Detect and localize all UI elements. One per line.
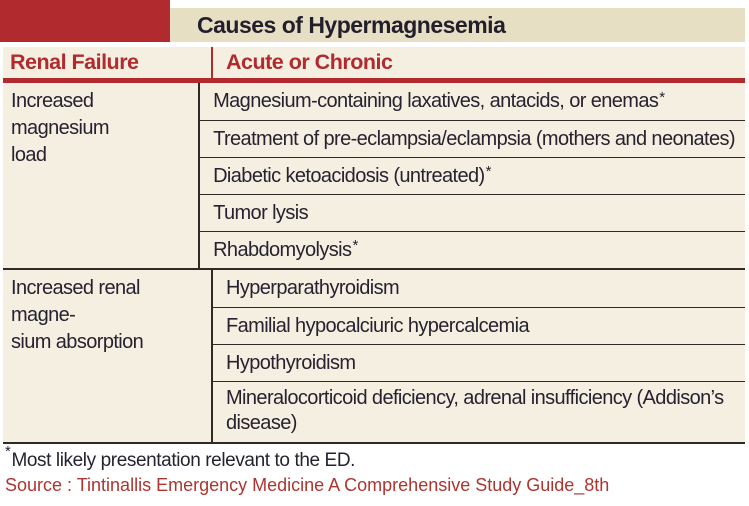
cause-cell: Magnesium-containing laxatives, antacids, or enemas * <box>213 88 665 112</box>
cause-text: Rhabdomyolysis <box>213 238 352 261</box>
column-header-label: Acute or Chronic <box>226 50 393 74</box>
cause-cell <box>213 381 745 442</box>
cause-text: Familial hypocalciuric hypercalcemia <box>226 314 529 337</box>
group-row <box>3 83 745 268</box>
cause-cell: Rhabdomyolysis * <box>200 231 745 268</box>
cause-item-list <box>200 83 745 268</box>
cause-text-line: disease) <box>226 412 297 434</box>
column-header-label: Renal Failure <box>10 50 139 74</box>
row-group-label-line: load <box>11 144 47 166</box>
row-group-label <box>3 270 213 442</box>
cause-cell <box>200 194 745 231</box>
cause-text: Diabetic ketoacidosis (untreated) <box>213 164 485 187</box>
cause-item-list <box>213 270 745 442</box>
title-red-block <box>0 0 170 42</box>
column-header-acute-or-chronic <box>213 47 745 78</box>
group-row <box>3 268 745 442</box>
column-header-renal-failure <box>3 47 213 78</box>
cause-text: Treatment of pre-eclampsia/eclampsia (mothers and neonates) <box>213 127 735 150</box>
cause-text: Tumor lysis <box>213 201 308 224</box>
cause-cell: Diabetic ketoacidosis (untreated) * <box>200 157 745 194</box>
cause-cell <box>213 270 745 307</box>
page-title: Causes of Hypermagnesemia <box>197 11 506 38</box>
footnote-text: Most likely presentation relevant to the ED. <box>11 450 356 471</box>
cause-text: Magnesium-containing laxatives, antacids, or enemas <box>213 90 659 112</box>
table-header-row <box>3 47 745 78</box>
cause-cell <box>213 307 745 344</box>
source-line: Source : Tintinallis Emergency Medicine A Comprehensive Study Guide_8th <box>5 475 610 495</box>
cause-text-line: Mineralocorticoid deficiency, adrenal insufficiency (Addison’s <box>226 387 724 409</box>
cause-cell <box>200 120 745 157</box>
footnote-asterisk: * <box>5 442 11 460</box>
title-bar <box>170 8 745 42</box>
row-group-label-line: sium absorption <box>11 331 144 353</box>
cause-text: Hyperparathyroidism <box>226 277 400 299</box>
row-group-label <box>3 83 200 268</box>
cause-text: Hypothyroidism <box>226 351 356 374</box>
row-group-label-line: Increased renal magne- <box>11 277 140 326</box>
table-body <box>3 83 745 444</box>
row-group-label-line: Increased magnesium <box>11 90 109 139</box>
footnote <box>5 442 356 472</box>
cause-cell <box>213 344 745 381</box>
causes-table <box>3 47 745 444</box>
